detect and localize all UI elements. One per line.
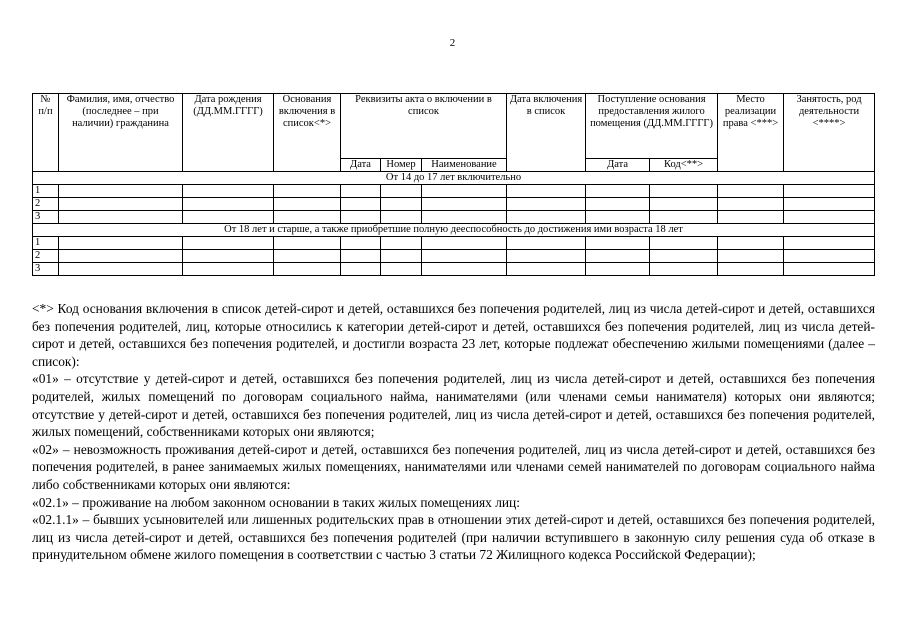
registry-table [32, 93, 875, 276]
table-row [33, 250, 875, 263]
header-inclusion-date: Дата включения в список [507, 94, 586, 172]
row-number: 2 [33, 250, 59, 263]
header-num: № п/п [33, 94, 59, 172]
table-row [33, 198, 875, 211]
header-act: Реквизиты акта о включении в список [341, 94, 507, 159]
footnotes [32, 300, 875, 564]
header-arrival-code: Код<**> [650, 159, 718, 172]
header-act-date: Дата [341, 159, 381, 172]
footnote-code-02-1: «02.1» – проживание на любом законном основании в таких жилых помещениях лиц: [32, 494, 520, 510]
table-row [33, 263, 875, 276]
row-number: 2 [33, 198, 59, 211]
section-title: От 14 до 17 лет включительно [33, 172, 875, 185]
header-act-name: Наименование [422, 159, 507, 172]
page-number: 2 [449, 37, 456, 49]
table-row [33, 237, 875, 250]
row-number: 1 [33, 185, 59, 198]
header-place: Место реализации права <***> [718, 94, 784, 172]
footnote-code-01: «01» – отсутствие у детей-сирот и детей, оставшихся без попечения родителей, лиц из числа детей-сирот и детей, оставшихся без попечения родителей, жилых помещений по договорам социального найма, нанимателями (или членами семьи нанимателя) которых они являются; отсутствие у детей-сирот и детей, оставшихся без попечения родителей, лиц из числа детей-сирот и детей, оставшихся без попечения родителей, жилых помещений, собственниками которых они являются; [32, 371, 875, 440]
header-arrival-date: Дата [586, 159, 650, 172]
header-dob: Дата рождения (ДД.ММ.ГГГГ) [183, 94, 274, 172]
row-number: 3 [33, 211, 59, 224]
footnote-basis-codes: <*> Код основания включения в список детей-сирот и детей, оставшихся без попечения родителей, лиц из числа детей-сирот и детей, оставшихся без попечения родителей, лиц, которые относились к категории детей-сирот и детей, оставшихся без попечения родителей, лиц из числа детей-сирот и детей, оставшихся без попечения родителей, и достигли возраста 23 лет, которые подлежат обеспечению жилыми помещениями (далее – список): [32, 301, 875, 369]
footnote-code-02: «02» – невозможность проживания детей-сирот и детей, оставшихся без попечения родителей, лиц из числа детей-сирот и детей, оставшихся без попечения родителей, в ранее занимаемых жилых помещениях, нанимателями или членами семей нанимателей по договорам социального найма либо собственниками которых они являются: [32, 441, 875, 492]
header-fio: Фамилия, имя, отчество (последнее – при наличии) гражданина [59, 94, 183, 172]
row-number: 1 [33, 237, 59, 250]
table-row [33, 211, 875, 224]
footnote-code-02-1-1: «02.1.1» – бывших усыновителей или лишенных родительских прав в отношении этих детей-сирот и детей, оставшихся без попечения родителей, лиц из числа детей-сирот и детей, оставшихся без попечения родителей (при наличии вступившего в законную силу решения суда об отказе в принудительном обмене жилого помещения в соответствии с частью 3 статьи 72 Жилищного кодекса Российской Федерации); [32, 512, 875, 563]
row-number: 3 [33, 263, 59, 276]
header-basis: Основания включения в список<*> [274, 94, 341, 172]
header-occupation: Занятость, род деятельности <****> [784, 94, 875, 172]
header-act-number: Номер [381, 159, 422, 172]
table-row [33, 185, 875, 198]
section-title: От 18 лет и старше, а также приобретшие полную дееспособность до достижения ими возраста 18 лет [33, 224, 875, 237]
header-arrival: Поступление основания предоставления жилого помещения (ДД.ММ.ГГГГ) [586, 94, 718, 159]
